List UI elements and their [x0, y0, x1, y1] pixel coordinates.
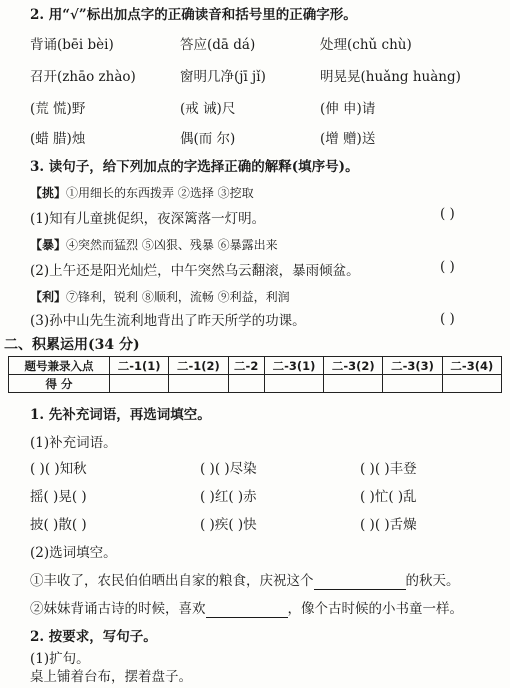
q2-2-sentence: 桌上铺着台布，摆着盘子。 — [30, 669, 192, 685]
score-table — [8, 356, 502, 393]
fill-idiom[interactable]: 摇( )晃( ) — [30, 489, 87, 505]
table-cell: 二-3(2) — [324, 357, 383, 375]
q2-1-title: 1. 先补充词语，再选词填空。 — [30, 407, 211, 423]
fill-sentence-1: ①丰收了，农民伯伯晒出自家的粮食，庆祝这个 的秋天。 — [30, 573, 460, 589]
answer-paren[interactable]: ( ) — [440, 311, 455, 327]
fill-idiom[interactable]: ( )( )知秋 — [30, 461, 87, 477]
q2-2-sub1: (1)扩句。 — [30, 651, 90, 667]
q2-item: 处理(chǔ chù) — [320, 37, 412, 53]
fill-idiom[interactable]: ( )忙( )乱 — [360, 489, 417, 505]
q2-item: 答应(dā dá) — [180, 37, 256, 53]
score-input-cell[interactable] — [228, 375, 264, 393]
q2-1-sub2: (2)选词填空。 — [30, 545, 117, 561]
fill-idiom[interactable]: ( )( )尽染 — [200, 461, 257, 477]
q2-item: (增 赠)送 — [320, 131, 376, 147]
score-table-header-row — [9, 357, 502, 375]
q3-options: 【利】⑦锋利，锐利 ⑧顺利，流畅 ⑨利益，利润 — [30, 290, 290, 304]
fill-blank[interactable] — [206, 603, 288, 618]
fill-idiom[interactable]: ( )( )舌燥 — [360, 517, 417, 533]
table-cell: 得 分 — [9, 375, 110, 393]
score-input-cell[interactable] — [324, 375, 383, 393]
table-cell: 二-3(4) — [442, 357, 501, 375]
table-cell: 二-3(1) — [264, 357, 323, 375]
score-input-cell[interactable] — [264, 375, 323, 393]
answer-paren[interactable]: ( ) — [440, 206, 455, 222]
q2-item: 背诵(bēi bèi) — [30, 37, 114, 53]
score-input-cell[interactable] — [442, 375, 501, 393]
fill-blank[interactable] — [314, 575, 406, 590]
q2-2-title: 2. 按要求，写句子。 — [30, 629, 157, 645]
q2-1-sub1: (1)补充词语。 — [30, 435, 117, 451]
fill-sentence-2: ②妹妹背诵古诗的时候，喜欢 ，像个古时候的小书童一样。 — [30, 601, 463, 617]
score-input-cell[interactable] — [383, 375, 442, 393]
q3-options: 【挑】①用细长的东西拨弄 ②选择 ③挖取 — [30, 186, 254, 200]
table-cell: 二-1(2) — [169, 357, 228, 375]
table-cell: 二-2 — [228, 357, 264, 375]
q2-item: (蜡 腊)烛 — [30, 131, 86, 147]
score-table-score-row — [9, 375, 502, 393]
q2-item: (荒 慌)野 — [30, 101, 86, 117]
fill-idiom[interactable]: ( )疾( )快 — [200, 517, 257, 533]
score-input-cell[interactable] — [169, 375, 228, 393]
q2-item: (伸 申)请 — [320, 101, 376, 117]
q3-sentence: (2)上午还是阳光灿烂，中午突然乌云翻滚，暴雨倾盆。 — [30, 263, 360, 279]
q2-item: 召开(zhāo zhào) — [30, 69, 136, 85]
q2-item: 窗明几净(jī jǐ) — [180, 69, 266, 85]
fill-idiom[interactable]: ( )( )丰登 — [360, 461, 417, 477]
answer-paren[interactable]: ( ) — [440, 259, 455, 275]
fill-idiom[interactable]: ( )红( )赤 — [200, 489, 257, 505]
fill-idiom[interactable]: 披( )散( ) — [30, 517, 87, 533]
section-title: 二、积累运用(34 分) — [4, 337, 140, 353]
q2-title: 2. 用“√”标出加点字的正确读音和括号里的正确字形。 — [30, 7, 357, 23]
q2-item: 明晃晃(huǎng huàng) — [320, 69, 461, 85]
score-input-cell[interactable] — [110, 375, 169, 393]
q2-item: (戒 诫)尺 — [180, 101, 236, 117]
q2-item: 偶(而 尔) — [180, 131, 236, 147]
table-cell: 二-1(1) — [110, 357, 169, 375]
q3-options: 【暴】④突然而猛烈 ⑤凶狠、残暴 ⑥暴露出来 — [30, 238, 278, 252]
q3-title: 3. 读句子，给下列加点的字选择正确的解释(填序号)。 — [30, 159, 359, 175]
q3-sentence: (1)知有儿童挑促织，夜深篱落一灯明。 — [30, 211, 266, 227]
table-cell: 题号兼录入点 — [9, 357, 110, 375]
table-cell: 二-3(3) — [383, 357, 442, 375]
q3-sentence: (3)孙中山先生流利地背出了昨天所学的功课。 — [30, 313, 306, 329]
